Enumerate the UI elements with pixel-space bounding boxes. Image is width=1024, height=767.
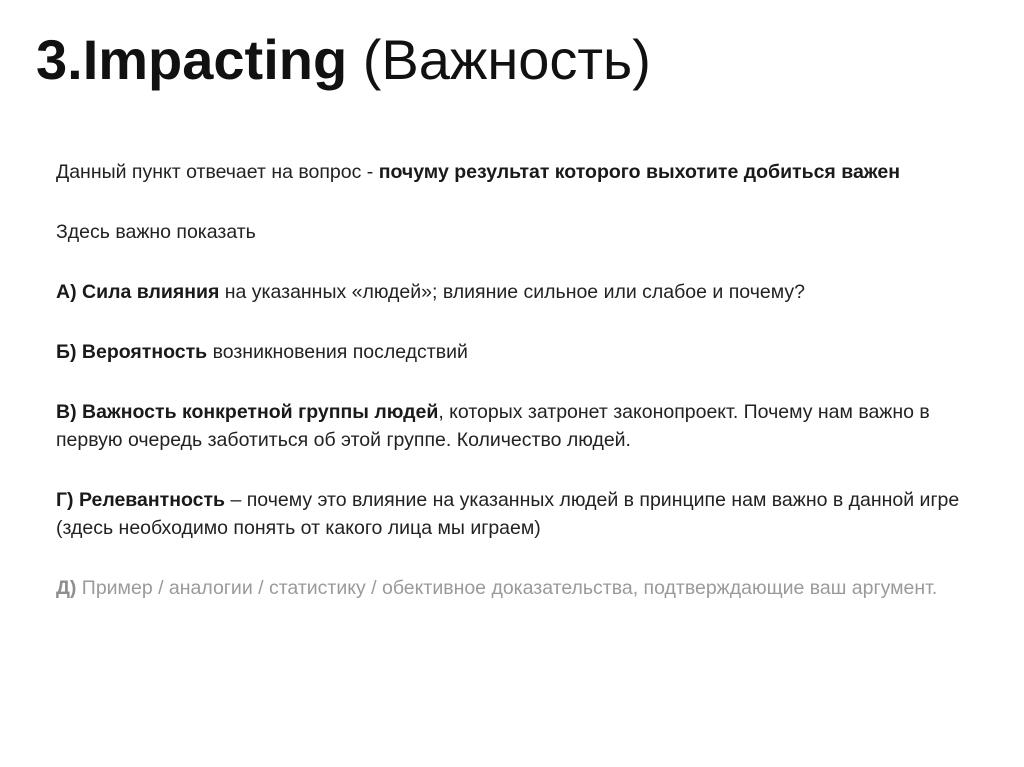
item-v [56,398,986,454]
intro-paragraph [56,158,986,186]
item-d [56,574,986,602]
item-d-label: Д) [56,577,77,599]
intro-bold: почуму результат которого выхотите добиться важен [378,161,900,183]
item-d-text: Пример / аналогии / статистику / обективное доказательства, подтверждающие ваш аргумент. [76,577,938,599]
item-a-text: на указанных «людей»; влияние сильное или слабое и почему? [219,281,805,303]
item-g-text: – почему это влияние на указанных людей в принципе нам важно в данной игре (здесь необходимо понять от какого лица мы играем) [56,489,960,539]
item-g [56,486,986,542]
title-regular: (Важность) [347,28,651,91]
show-paragraph [56,218,986,246]
slide-body [56,158,986,634]
intro-text: Данный пункт отвечает на вопрос - [56,161,379,183]
item-b [56,338,986,366]
item-v-label: В) Важность конкретной группы людей [56,401,439,423]
show-text: Здесь важно показать [56,221,256,243]
item-a [56,278,986,306]
item-a-label: А) Сила влияния [56,281,220,303]
item-b-text: возникновения последствий [207,341,468,363]
item-v-text: , которых затронет законопроект. Почему нам важно в первую очередь заботиться об этой группе. Количество людей. [56,401,930,451]
title-bold: 3.Impacting [36,28,348,91]
item-b-label: Б) Вероятность [56,341,208,363]
slide-title [36,26,651,93]
item-g-label: Г) Релевантность [56,489,226,511]
